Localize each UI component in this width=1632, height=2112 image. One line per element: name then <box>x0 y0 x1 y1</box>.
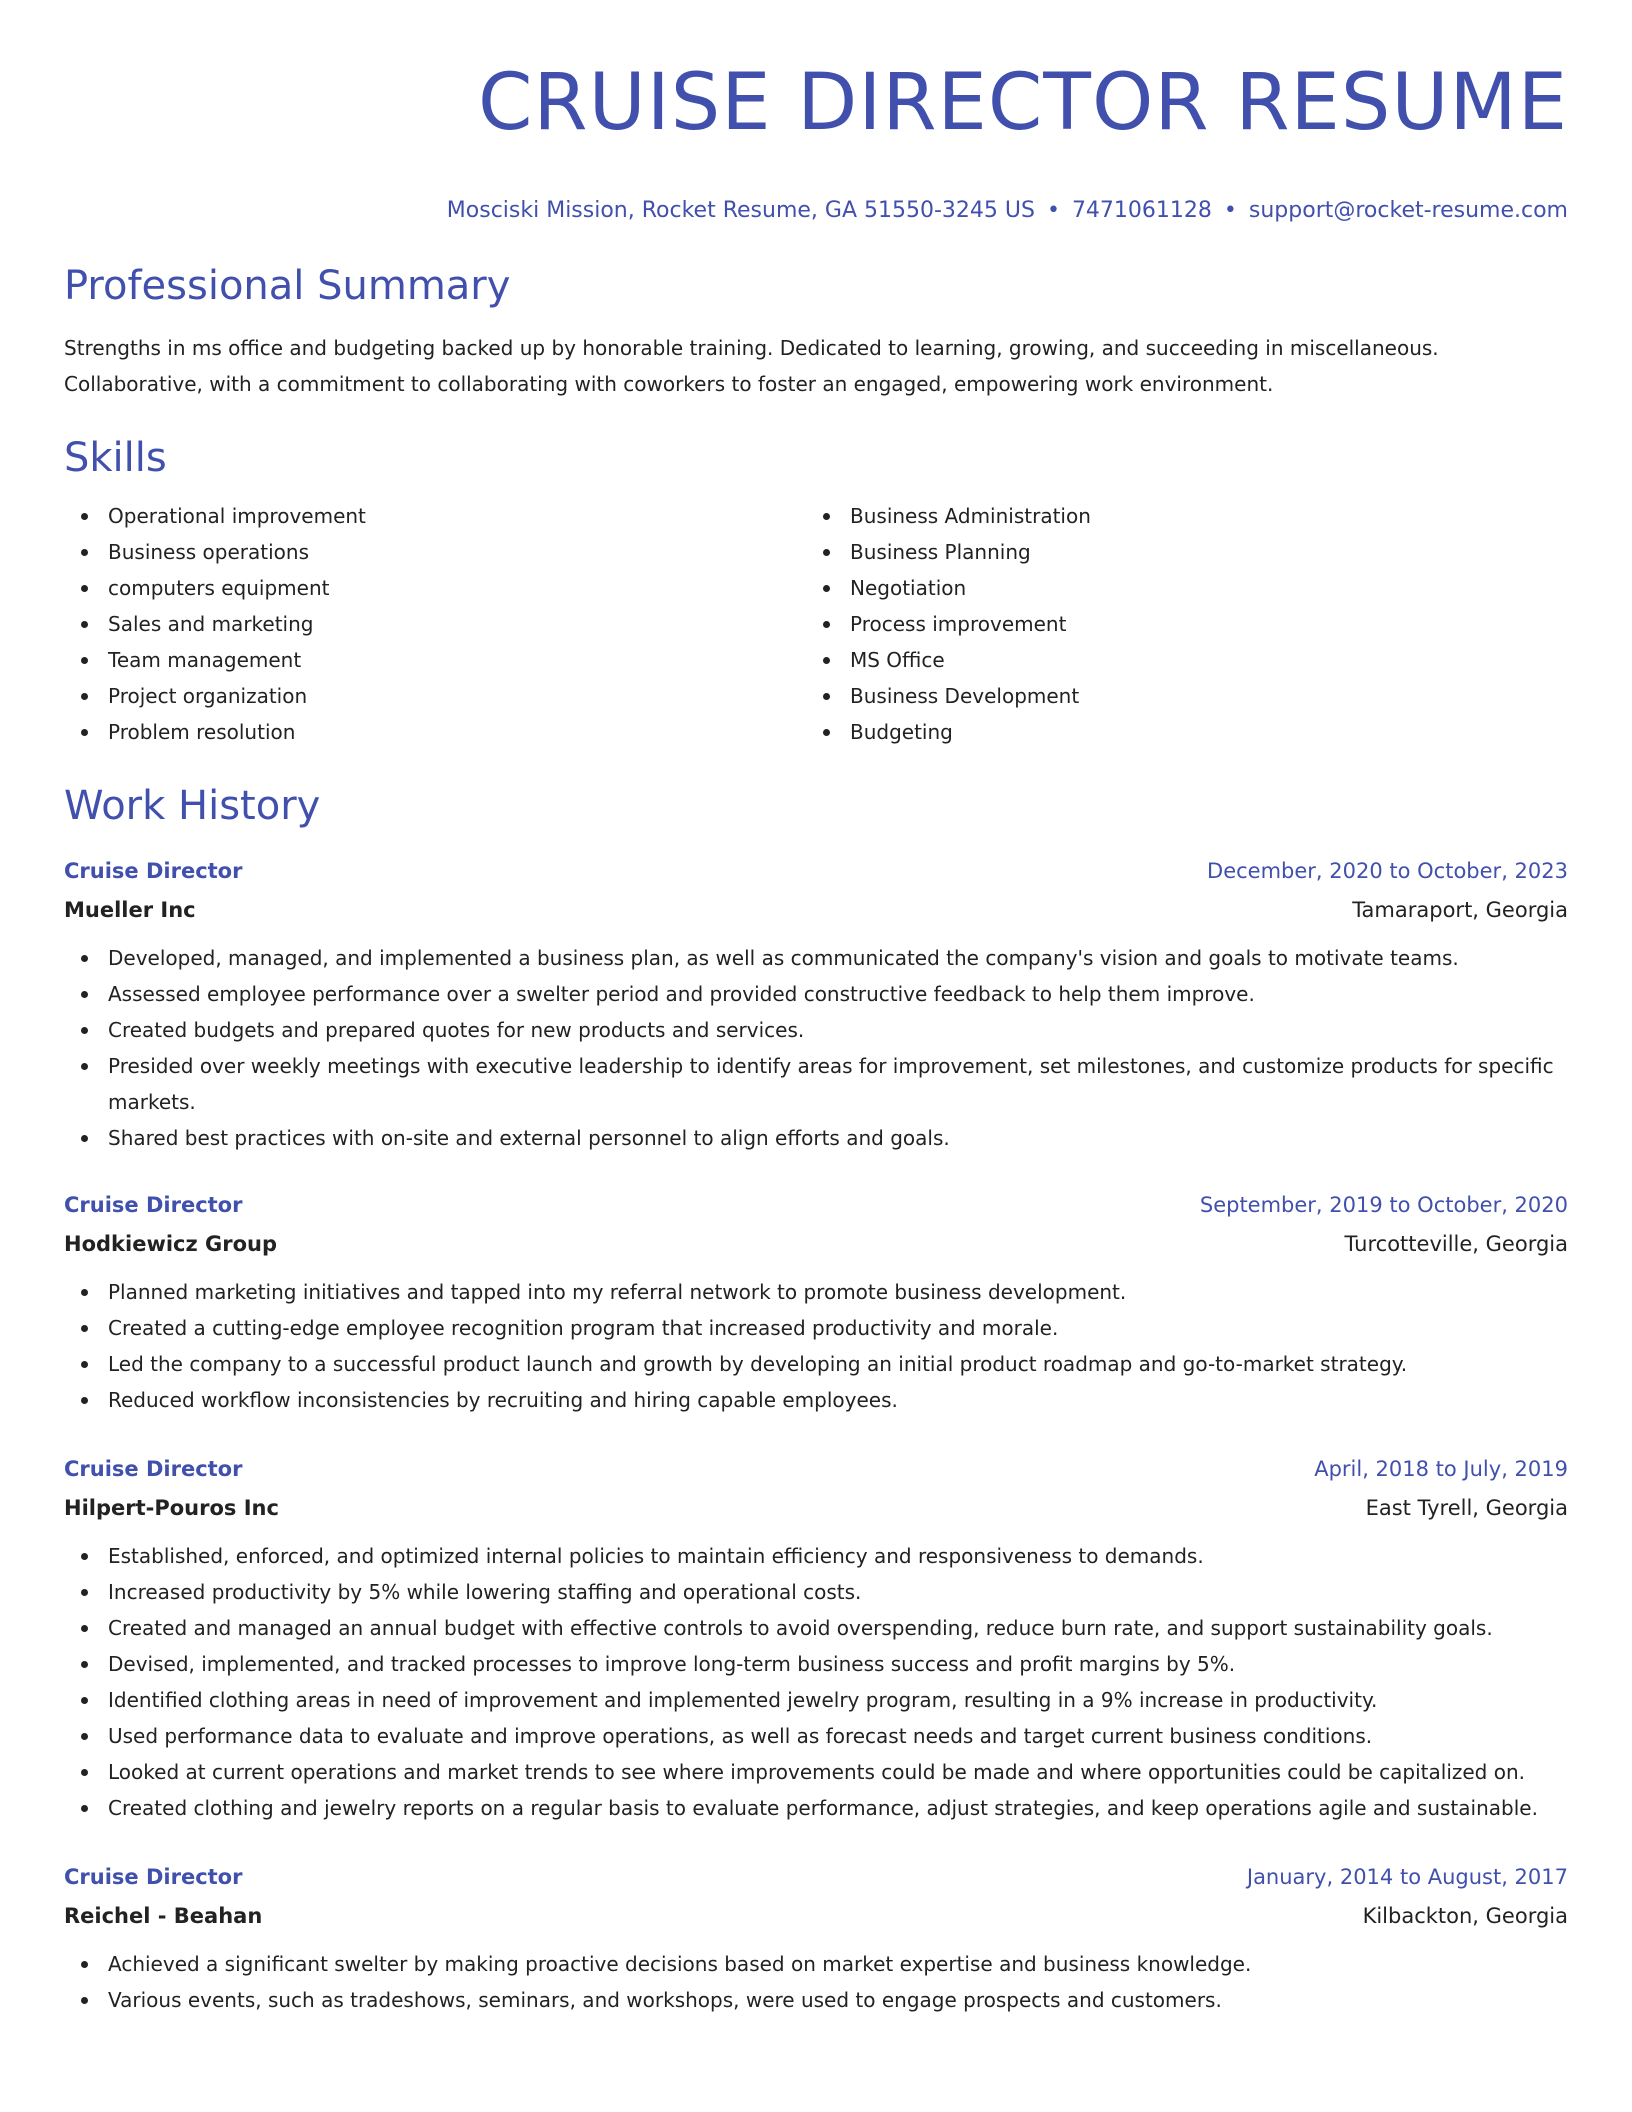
skill-item: Negotiation <box>850 570 1548 606</box>
job-bullet: Led the company to a successful product launch and growth by developing an initial product roadmap and go-to-market strategy. <box>108 1346 1568 1382</box>
skill-item: Project organization <box>108 678 806 714</box>
job-bullets <box>64 1274 1568 1418</box>
job-title: Cruise Director <box>64 1457 243 1481</box>
job-bullets <box>64 1538 1568 1826</box>
skills-column-left <box>64 498 806 750</box>
contact-email[interactable]: support@rocket-resume.com <box>1248 198 1568 223</box>
job-subheader <box>64 1224 1568 1264</box>
job-bullet: Reduced workflow inconsistencies by recruiting and hiring capable employees. <box>108 1382 1568 1418</box>
job-entry <box>64 1858 1568 2018</box>
job-bullet: Developed, managed, and implemented a business plan, as well as communicated the company's vision and goals to motivate teams. <box>108 940 1568 976</box>
contact-separator: • <box>1223 198 1237 223</box>
job-bullet: Used performance data to evaluate and improve operations, as well as forecast needs and target current business conditions. <box>108 1718 1568 1754</box>
contact-phone: 7471061128 <box>1071 198 1212 223</box>
job-bullet: Various events, such as tradeshows, seminars, and workshops, were used to engage prospects and customers. <box>108 1982 1568 2018</box>
job-location: Turcotteville, Georgia <box>1344 1232 1568 1256</box>
job-dates: December, 2020 to October, 2023 <box>1207 859 1568 883</box>
skill-item: Business Planning <box>850 534 1548 570</box>
contact-line <box>64 196 1568 226</box>
resume-title: CRUISE DIRECTOR RESUME <box>477 58 1568 148</box>
job-title: Cruise Director <box>64 1193 243 1217</box>
job-company: Mueller Inc <box>64 898 196 922</box>
job-bullets <box>64 940 1568 1156</box>
skill-item: Business Administration <box>850 498 1548 534</box>
skills-heading: Skills <box>64 435 167 481</box>
job-bullet: Increased productivity by 5% while lowering staffing and operational costs. <box>108 1574 1568 1610</box>
job-title: Cruise Director <box>64 1865 243 1889</box>
job-bullet: Created and managed an annual budget with effective controls to avoid overspending, reduce burn rate, and support sustainability goals. <box>108 1610 1568 1646</box>
skill-item: computers equipment <box>108 570 806 606</box>
job-dates: September, 2019 to October, 2020 <box>1199 1193 1568 1217</box>
job-company: Hodkiewicz Group <box>64 1232 278 1256</box>
skills-column-right <box>806 498 1548 750</box>
skill-item: MS Office <box>850 642 1548 678</box>
contact-separator: • <box>1046 198 1060 223</box>
job-subheader <box>64 1488 1568 1528</box>
job-location: East Tyrell, Georgia <box>1365 1496 1568 1520</box>
job-bullet: Created budgets and prepared quotes for new products and services. <box>108 1012 1568 1048</box>
job-bullet: Presided over weekly meetings with executive leadership to identify areas for improvement, set milestones, and customize products for specific markets. <box>108 1048 1568 1120</box>
job-bullet: Planned marketing initiatives and tapped into my referral network to promote business development. <box>108 1274 1568 1310</box>
job-location: Kilbackton, Georgia <box>1362 1904 1568 1928</box>
job-entry <box>64 852 1568 1156</box>
skill-item: Business Development <box>850 678 1548 714</box>
summary-text: Strengths in ms office and budgeting backed up by honorable training. Dedicated to learning, growing, and succeeding in miscellaneous. Collaborative, with a commitment to collaborating with coworkers to foster an engaged, empowering work environment. <box>64 336 1439 396</box>
job-bullets <box>64 1946 1568 2018</box>
job-bullet: Achieved a significant swelter by making proactive decisions based on market expertise and business knowledge. <box>108 1946 1568 1982</box>
work-history-heading: Work History <box>64 783 321 829</box>
job-bullet: Created a cutting-edge employee recognition program that increased productivity and morale. <box>108 1310 1568 1346</box>
skill-item: Team management <box>108 642 806 678</box>
skills-list <box>64 498 1568 750</box>
job-entry <box>64 1186 1568 1418</box>
skill-item: Operational improvement <box>108 498 806 534</box>
job-bullet: Assessed employee performance over a swelter period and provided constructive feedback to help them improve. <box>108 976 1568 1012</box>
skill-item: Process improvement <box>850 606 1548 642</box>
job-bullet: Created clothing and jewelry reports on a regular basis to evaluate performance, adjust strategies, and keep operations agile and sustainable. <box>108 1790 1568 1826</box>
job-entry <box>64 1450 1568 1826</box>
skill-item: Budgeting <box>850 714 1548 750</box>
job-company: Reichel - Beahan <box>64 1904 263 1928</box>
skill-item: Sales and marketing <box>108 606 806 642</box>
job-bullet: Shared best practices with on-site and external personnel to align efforts and goals. <box>108 1120 1568 1156</box>
job-dates: January, 2014 to August, 2017 <box>1246 1865 1568 1889</box>
job-company: Hilpert-Pouros Inc <box>64 1496 279 1520</box>
job-subheader <box>64 890 1568 930</box>
job-title: Cruise Director <box>64 859 243 883</box>
job-header <box>64 1450 1568 1488</box>
job-header <box>64 1858 1568 1896</box>
job-bullet: Devised, implemented, and tracked processes to improve long-term business success and profit margins by 5%. <box>108 1646 1568 1682</box>
job-subheader <box>64 1896 1568 1936</box>
summary-heading: Professional Summary <box>64 263 511 309</box>
job-bullet: Established, enforced, and optimized internal policies to maintain efficiency and responsiveness to demands. <box>108 1538 1568 1574</box>
skill-item: Problem resolution <box>108 714 806 750</box>
contact-address: Mosciski Mission, Rocket Resume, GA 51550-3245 US <box>446 198 1035 223</box>
job-bullet: Identified clothing areas in need of improvement and implemented jewelry program, resulting in a 9% increase in productivity. <box>108 1682 1568 1718</box>
job-dates: April, 2018 to July, 2019 <box>1314 1457 1568 1481</box>
job-header <box>64 852 1568 890</box>
skill-item: Business operations <box>108 534 806 570</box>
resume-page <box>64 0 1568 2018</box>
job-header <box>64 1186 1568 1224</box>
job-location: Tamaraport, Georgia <box>1352 898 1568 922</box>
job-bullet: Looked at current operations and market trends to see where improvements could be made and where opportunities could be capitalized on. <box>108 1754 1568 1790</box>
